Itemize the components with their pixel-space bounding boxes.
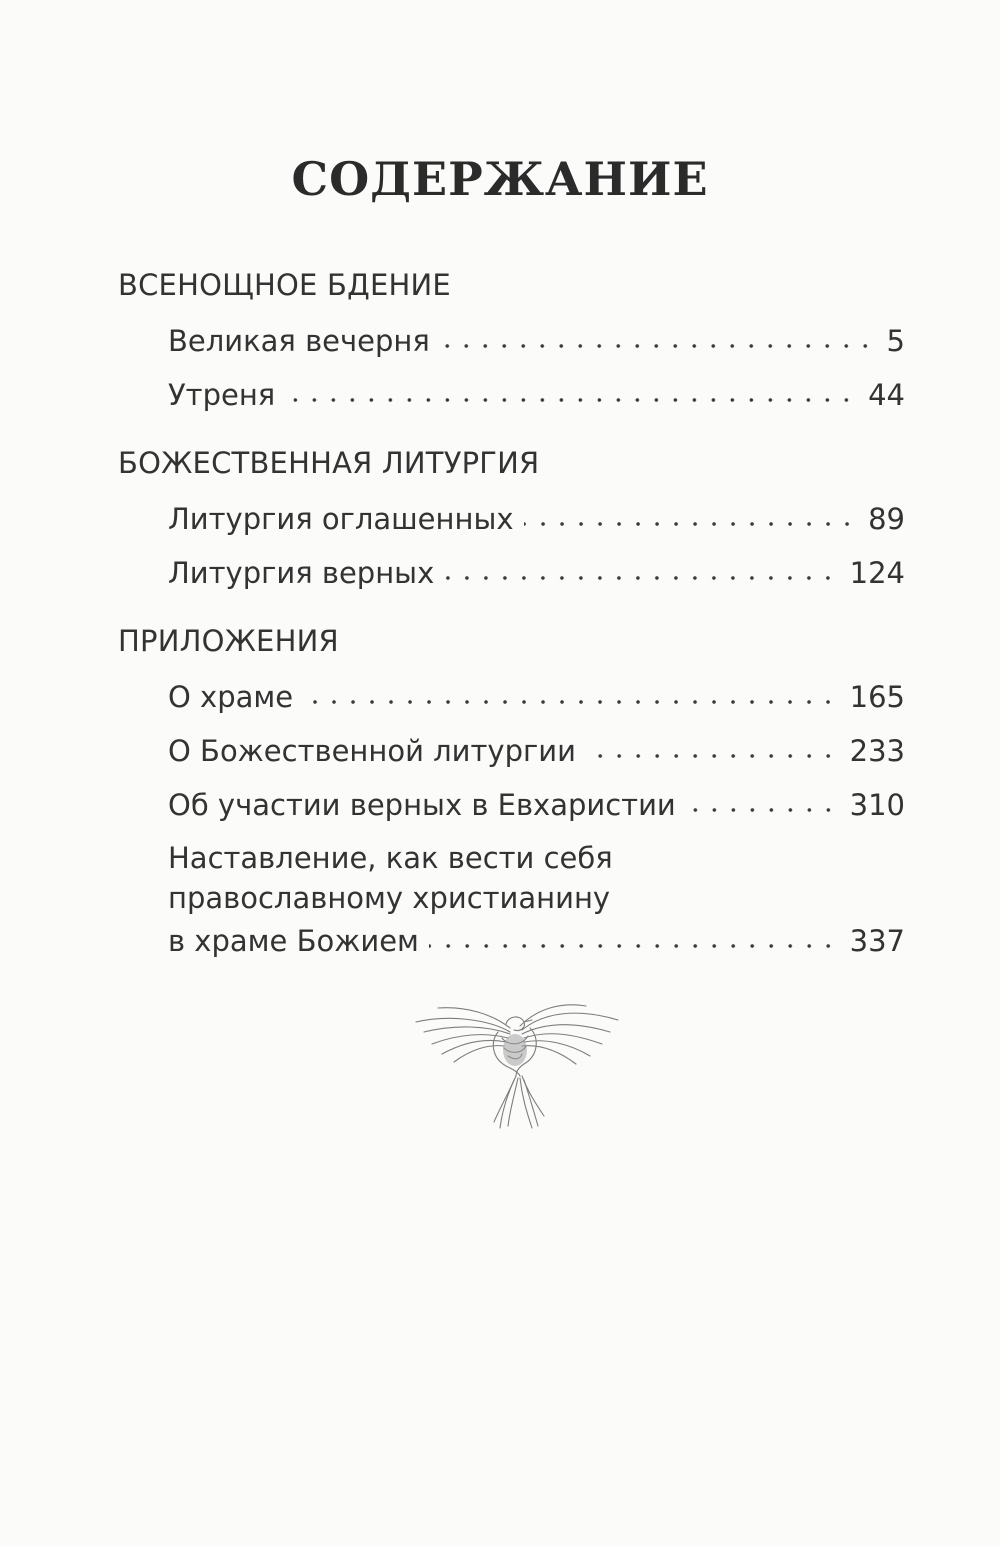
dot-leader [285, 397, 856, 403]
toc-entry[interactable] [168, 674, 905, 714]
toc-entry-page: 89 [868, 502, 905, 536]
toc-entry[interactable] [168, 318, 905, 358]
toc-entry-page: 165 [849, 680, 905, 714]
toc-entry-label: Утреня [168, 378, 276, 412]
toc-entry-label: Литургия верных [168, 556, 435, 590]
section-heading-prilozheniya: ПРИЛОЖЕНИЯ [118, 624, 339, 658]
toc-entry-multiline[interactable] [168, 838, 905, 958]
bird-ornament-icon [410, 998, 624, 1132]
dot-leader [429, 943, 838, 949]
toc-entry-page: 337 [849, 924, 905, 958]
toc-entry-page: 44 [868, 378, 905, 412]
dot-leader [686, 807, 838, 813]
section-heading-liturgiya: БОЖЕСТВЕННАЯ ЛИТУРГИЯ [118, 446, 540, 480]
toc-entry-label: О Божественной литургии [168, 734, 576, 768]
toc-entry-page: 233 [849, 734, 905, 768]
toc-entry-label: Об участии верных в Евхаристии [168, 788, 676, 822]
dot-leader [444, 575, 837, 581]
page-title: СОДЕРЖАНИЕ [291, 152, 709, 206]
toc-entry[interactable] [168, 372, 905, 412]
toc-entry[interactable] [168, 496, 905, 536]
toc-entry-label-line: Наставление, как вести себя [168, 841, 613, 875]
toc-entry-label-line: православному христианину [168, 881, 611, 915]
dot-leader [303, 699, 838, 705]
toc-entry-label-line: в храме Божием [168, 924, 419, 958]
toc-entry[interactable] [168, 550, 905, 590]
toc-entry-label: Великая вечерня [168, 324, 430, 358]
toc-entry-label: О храме [168, 680, 294, 714]
dot-leader [524, 521, 857, 527]
toc-entry-page: 310 [849, 788, 905, 822]
toc-entry-label: Литургия оглашенных [168, 502, 514, 536]
dot-leader [440, 343, 875, 349]
dot-leader [586, 753, 838, 759]
toc-entry-page: 5 [886, 324, 905, 358]
toc-entry-page: 124 [849, 556, 905, 590]
toc-entry-last-line [168, 918, 905, 958]
toc-entry[interactable] [168, 728, 905, 768]
toc-entry[interactable] [168, 782, 905, 822]
section-heading-vsenoshchnoe: ВСЕНОЩНОЕ БДЕНИЕ [118, 268, 451, 302]
